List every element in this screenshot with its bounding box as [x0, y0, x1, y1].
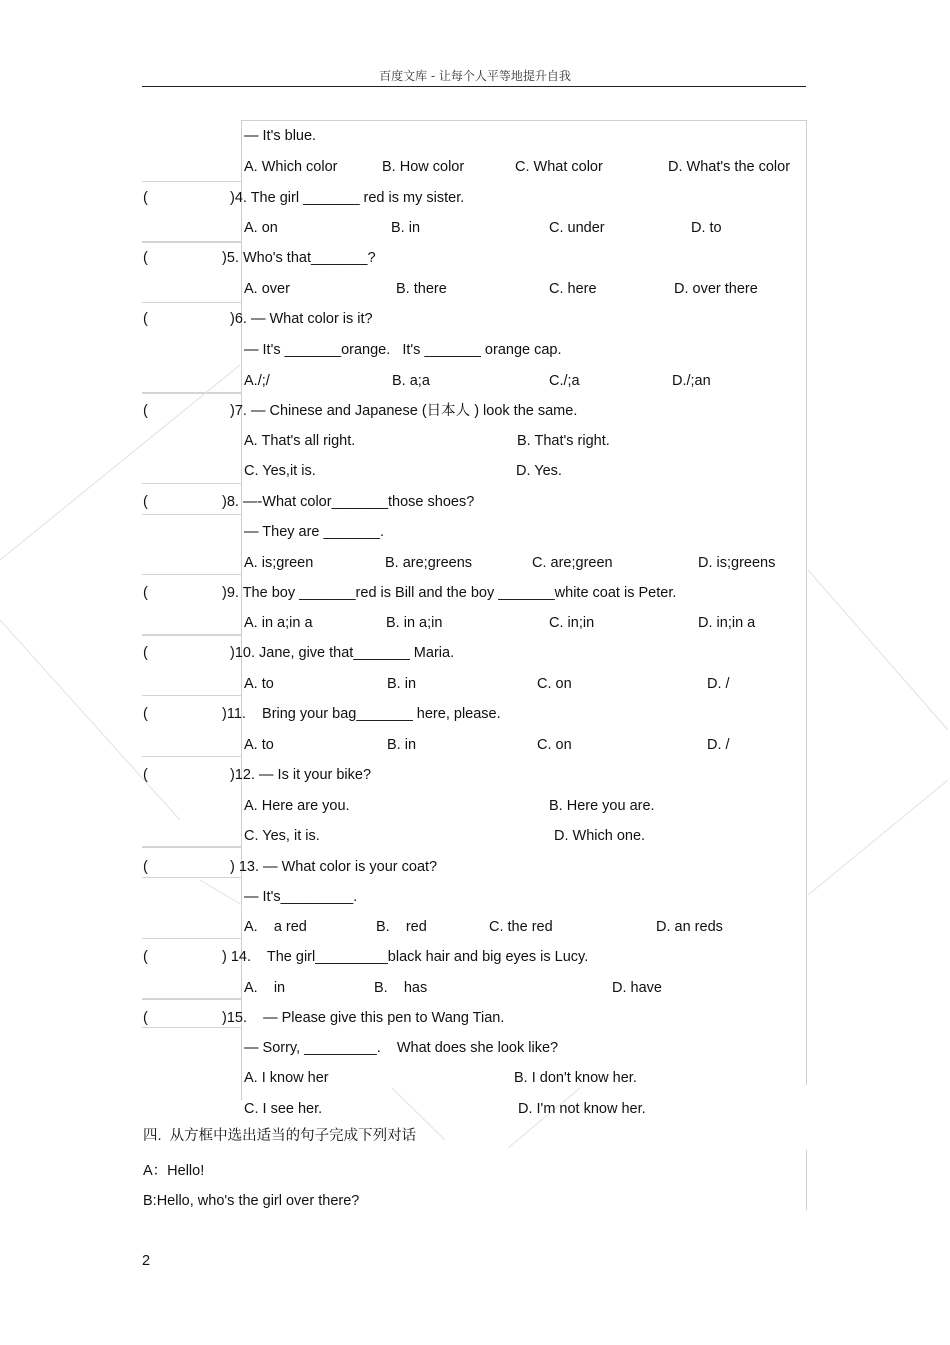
text-line: )8. —-What color_______those shoes?	[222, 494, 475, 510]
text-line: — They are _______.	[244, 524, 384, 540]
text-line: ) 14. The girl_________black hair and big eyes is Lucy.	[222, 949, 589, 965]
text-line: A. on	[244, 220, 278, 236]
text-line: )4. The girl _______ red is my sister.	[230, 190, 465, 206]
frame-line	[806, 120, 807, 1085]
text-line: )10. Jane, give that_______ Maria.	[230, 645, 455, 661]
answer-cell	[142, 846, 242, 878]
text-line: D. have	[612, 980, 662, 996]
text-line: B. How color	[382, 159, 465, 175]
text-line: D. /	[707, 737, 730, 753]
text-line: (	[143, 645, 148, 661]
text-line: C. Yes,it is.	[244, 463, 316, 479]
text-line: A. a red	[244, 919, 307, 935]
text-line: (	[143, 859, 148, 875]
text-line: )6. — What color is it?	[230, 311, 373, 327]
answer-cell	[142, 392, 242, 484]
page-header: 百度文库 - 让每个人平等地提升自我	[379, 69, 571, 83]
text-line: C. What color	[515, 159, 603, 175]
text-line: C. I see her.	[244, 1101, 323, 1117]
text-line: A. is;green	[244, 555, 314, 571]
text-line: C. under	[549, 220, 605, 236]
text-line: (	[143, 949, 148, 965]
text-line: (	[143, 585, 148, 601]
answer-cell	[142, 756, 242, 848]
text-line: A. Here are you.	[244, 798, 350, 814]
text-line: D. is;greens	[698, 555, 776, 571]
answer-cell	[142, 302, 242, 394]
text-line: D. an reds	[656, 919, 723, 935]
text-line: B. in	[387, 737, 417, 753]
text-line: B. in	[387, 676, 417, 692]
answer-cell	[142, 181, 242, 243]
text-line: B:Hello, who's the girl over there?	[143, 1193, 360, 1209]
text-line: D. to	[691, 220, 722, 236]
text-line: A：Hello!	[143, 1163, 205, 1179]
text-line: D. over there	[674, 281, 758, 297]
text-line: (	[143, 311, 148, 327]
text-line: B. That's right.	[517, 433, 610, 449]
text-line: B. there	[396, 281, 447, 297]
text-line: C. are;green	[532, 555, 613, 571]
text-line: C. here	[549, 281, 597, 297]
text-line: B. are;greens	[385, 555, 473, 571]
text-line: D. I'm not know her.	[518, 1101, 646, 1117]
page-number: 2	[142, 1253, 151, 1269]
text-line: )15. — Please give this pen to Wang Tian.	[222, 1010, 505, 1026]
text-line: B. in a;in	[386, 615, 443, 631]
text-line: A. That's all right.	[244, 433, 356, 449]
text-line: C./;a	[549, 373, 580, 389]
text-line: — Sorry, _________. What does she look like?	[244, 1040, 559, 1056]
text-line: ) 13. — What color is your coat?	[230, 859, 438, 875]
text-line: )11. Bring your bag_______ here, please.	[222, 706, 501, 722]
text-line: 四. 从方框中选出适当的句子完成下列对话	[143, 1128, 417, 1144]
text-line: A. in	[244, 980, 286, 996]
text-line: C. on	[537, 737, 572, 753]
text-line: A./;/	[244, 373, 270, 389]
text-line: D. Yes.	[516, 463, 562, 479]
text-line: A. I know her	[244, 1070, 329, 1086]
text-line: — It's_________.	[244, 889, 358, 905]
text-line: A. over	[244, 281, 290, 297]
text-line: (	[143, 706, 148, 722]
text-line: C. Yes, it is.	[244, 828, 320, 844]
text-line: D. Which one.	[554, 828, 646, 844]
text-line: A. Which color	[244, 159, 338, 175]
text-line: C. on	[537, 676, 572, 692]
text-line: (	[143, 190, 148, 206]
text-line: B. a;a	[392, 373, 430, 389]
text-line: C. the red	[489, 919, 553, 935]
text-line: (	[143, 767, 148, 783]
text-line: B. in	[391, 220, 421, 236]
text-line: )7. — Chinese and Japanese (日本人 ) look the same.	[230, 403, 578, 419]
text-line: C. in;in	[549, 615, 595, 631]
frame-line	[806, 1150, 807, 1210]
text-line: D. /	[707, 676, 730, 692]
text-line: (	[143, 250, 148, 266]
text-line: B. Here you are.	[549, 798, 655, 814]
text-line: B. red	[376, 919, 427, 935]
text-line: A. to	[244, 737, 274, 753]
text-line: D. What's the color	[668, 159, 791, 175]
text-line: D. in;in a	[698, 615, 756, 631]
text-line: B. has	[374, 980, 428, 996]
text-line: (	[143, 1010, 148, 1026]
text-line: (	[143, 403, 148, 419]
text-line: D./;an	[672, 373, 711, 389]
frame-line	[241, 120, 807, 121]
text-line: B. I don't know her.	[514, 1070, 637, 1086]
text-line: A. in a;in a	[244, 615, 313, 631]
text-line: )9. The boy _______red is Bill and the boy _______white coat is Peter.	[222, 585, 677, 601]
text-line: — It's blue.	[244, 128, 317, 144]
text-line: — It's _______orange. It's _______ orange cap.	[244, 342, 562, 358]
text-line: )5. Who's that_______?	[222, 250, 376, 266]
text-line: A. to	[244, 676, 274, 692]
text-line: (	[143, 494, 148, 510]
text-line: )12. — Is it your bike?	[230, 767, 372, 783]
header-rule	[142, 86, 806, 87]
answer-cell	[142, 634, 242, 696]
